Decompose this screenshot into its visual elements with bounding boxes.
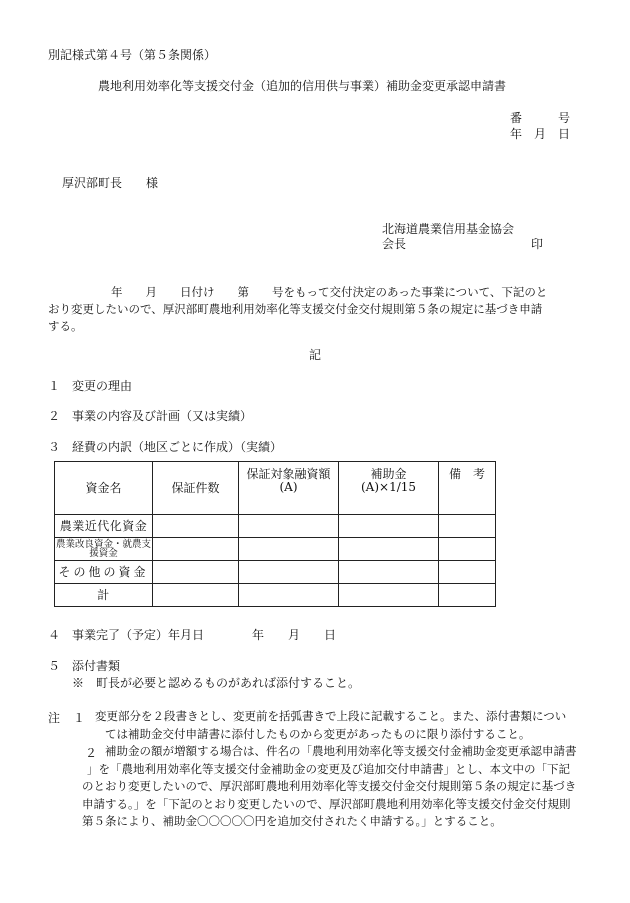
header-subsidy (339, 462, 439, 515)
note-2-line-4: 申請する。」を「下記のとおり変更したいので、厚沢部町農地利用効率化等支援交付金交付規則 (82, 796, 571, 811)
table-row (55, 561, 496, 584)
table-cell (339, 538, 439, 561)
table-cell (339, 584, 439, 607)
section-2: ２ 事業の内容及び計画（又は実績） (48, 409, 253, 423)
intro-paragraph (48, 284, 588, 335)
section-4: ４ 事業完了（予定）年月日 年 月 日 (48, 628, 337, 642)
sender-representative: 会長 (382, 237, 407, 251)
table-header-row (55, 462, 496, 515)
header-subsidy-line2: (A)×1/15 (360, 480, 417, 494)
table-cell (439, 515, 496, 538)
table-cell (439, 538, 496, 561)
note-2-line-3: のとおり変更したいので、厚沢部町農地利用効率化等支援交付金交付規則第５条の規定に基づき (82, 779, 577, 793)
table-cell (239, 584, 339, 607)
table-row (55, 538, 496, 561)
note-1-line-2: ては補助金交付申請書に添付したものから変更があったものに限り添付すること。 (105, 726, 531, 741)
section-5: ５ 添付書類 (48, 659, 121, 673)
table-cell (339, 515, 439, 538)
header-guarantee-amount-line1: 保証対象融資額 (246, 467, 331, 481)
row-label-other-fund: その他の資金 (55, 561, 153, 584)
note-2-number: ２ (85, 746, 98, 760)
note-2-line-1: 補助金の額が増額する場合は、件名の「農地利用効率化等支援交付金補助金変更承認申請書 (105, 744, 577, 758)
table-cell (439, 584, 496, 607)
section-1: １ 変更の理由 (48, 379, 133, 393)
seal-mark: 印 (531, 237, 544, 251)
document-title: 農地利用効率化等支援交付金（追加的信用供与事業）補助金変更承認申請書 (98, 79, 507, 93)
notes-label: 注 (48, 711, 61, 725)
header-subsidy-line1: 補助金 (370, 467, 407, 481)
table-cell (153, 538, 239, 561)
note-2-line-5: 第５条により、補助金〇〇〇〇〇円を追加交付されたく申請する。」とすること。 (82, 814, 502, 828)
header-guarantee-amount (239, 462, 339, 515)
table-cell (153, 515, 239, 538)
row-label-total: 計 (55, 584, 153, 607)
table-cell (239, 561, 339, 584)
sender-organization: 北海道農業信用基金協会 (382, 222, 515, 236)
row-label-improvement-fund: 農業改良資金・就農支援資金 (55, 538, 151, 559)
table-cell (153, 561, 239, 584)
note-2-line-2: 」を「農地利用効率化等支援交付金補助金の変更及び追加交付申請書」とし、本文中の「下記 (87, 761, 570, 776)
note-1 (95, 708, 566, 743)
table-row (55, 584, 496, 607)
row-label-modernization-fund: 農業近代化資金 (55, 515, 153, 538)
table-cell (239, 515, 339, 538)
header-fund-name: 資金名 (55, 462, 153, 515)
intro-line-2: おり変更したいので、厚沢部町農地利用効率化等支援交付金交付規則第５条の規定に基づき申請 (48, 302, 543, 316)
table-cell (239, 538, 339, 561)
intro-line-3: する。 (48, 319, 83, 333)
table-cell (153, 584, 239, 607)
table-cell (439, 561, 496, 584)
note-2 (82, 743, 577, 831)
table-cell (339, 561, 439, 584)
expense-table (54, 461, 496, 607)
header-remarks: 備 考 (439, 462, 496, 515)
header-guarantee-count: 保証件数 (153, 462, 239, 515)
intro-line-1: 年 月 日付け 第 号をもって交付決定のあった事業について、下記のと (111, 285, 548, 299)
form-number: 別記様式第４号（第５条関係） (48, 48, 217, 62)
table-row (55, 515, 496, 538)
section-5-note: ※ 町長が必要と認めるものがあれば添付すること。 (72, 676, 361, 690)
note-1-number: １ (73, 711, 86, 725)
number-label: 番 号 (510, 111, 571, 125)
header-guarantee-amount-line2: (A) (279, 480, 298, 494)
addressee: 厚沢部町長 様 (62, 176, 159, 190)
ki-heading: 記 (309, 348, 322, 362)
note-1-line-1: 変更部分を２段書きとし、変更前を括弧書きで上段に記載すること。また、添付書類につい (95, 709, 567, 723)
section-3: ３ 経費の内訳（地区ごとに作成）（実績） (48, 440, 283, 454)
date-label: 年 月 日 (510, 127, 571, 141)
